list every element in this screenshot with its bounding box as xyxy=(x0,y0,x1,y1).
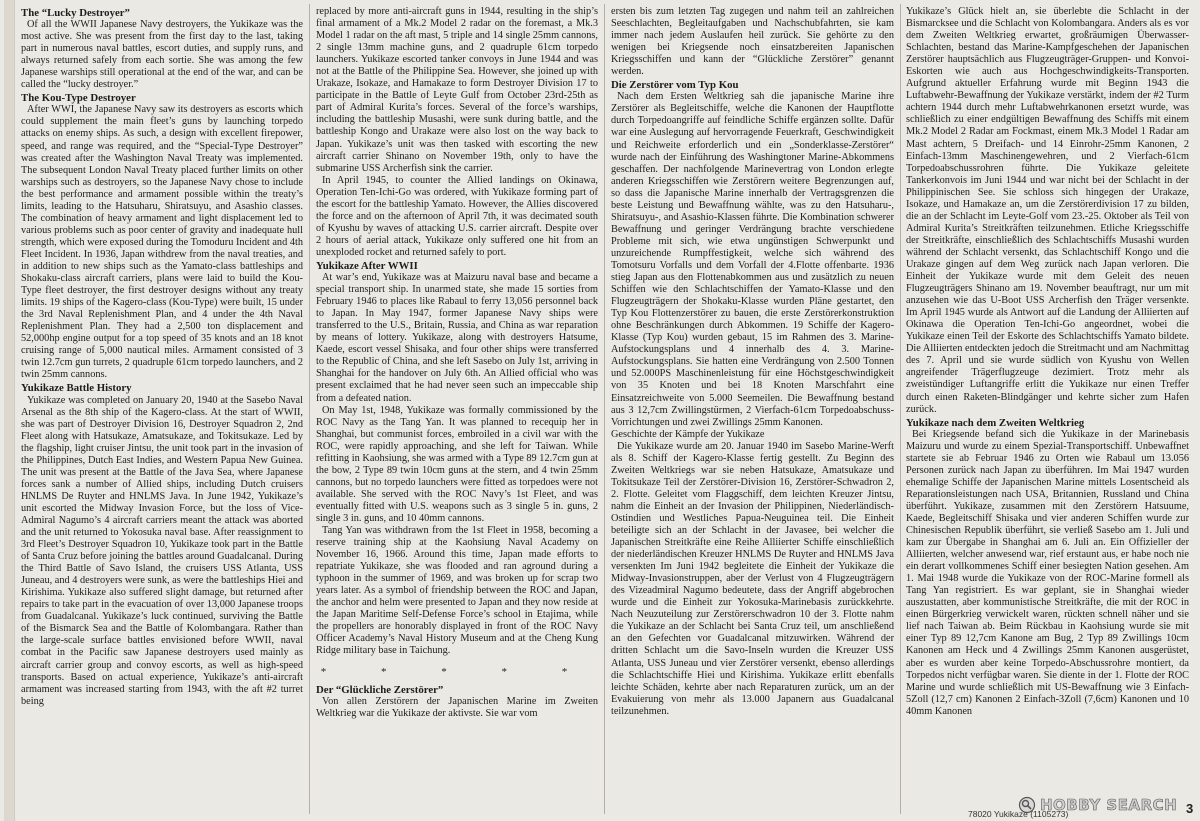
section-heading: The Kou-Type Destroyer xyxy=(21,92,136,105)
paragraph: Von allen Zerstörern der Japanischen Marine im Zweiten Weltkrieg war die Yukikaze der aktivste. Sie war vom xyxy=(316,695,598,719)
paragraph: replaced by more anti-aircraft guns in 1944, resulting in the ship’s final armament of a Mk.2 Model 2 radar on the foremast, a Mk.3 Model 1 radar on the aft mast, 5 triple and 14 single 25mm cannons, 2 single 13mm machine guns, and 2 quadruple 61cm torpedo launchers. Yukikaze escorted tanker convoys in June 1944 and was not at the Battle of the Philippine Sea. However, she joined up with Urakaze, Isokaze, and Hamakaze to form Destroyer Division 17 to participate in the Battle of Leyte Gulf from October 23rd-25th as part of Admiral Kurita’s forces. Several of the force’s warships, including the battleship Musashi, were sunk during battle, and the battleship Kongo and Urakaze were also lost on the way back to Japan. Yukikaze’s unit was then tasked with escorting the new aircraft carrier Shinano on November 19th, only to have the submarine USS Archerfish sink the carrier. xyxy=(316,6,598,174)
paragraph: Yukikaze’s Glück hielt an, sie überlebte die Schlacht in der Bismarcksee und die Schlacht von Kolombangara. Anders als es vor dem Zweiten Weltkrieg erwartet, großräumigen Überwasser-Schlachten, bestand das Marine-Kampfgeschehen der Japanischen Zerstörer hauptsächlich aus Flugzeugträger-Gruppen- und Konvoi-Eskorten wie auch aus Hochgeschwindigkeits-Transporten. Aufgrund aktueller Erfahrung wurde mit Beginn 1943 die Luftabwehr-Bewaffnung der Yukikaze verstärkt, indem der #2 Turm achtern 1944 durch mehr Luftabwehrkanonen ersetzt wurde, was schließlich zu einer endgültigen Bewaffnung des Schiffs mit einem Mk.2 Model 2 Radar am Fockmast, einem Mk.3 Model 1 Radar am Mast achtern, 5 Dreifach- und 14 Einrohr-25mm Kanonen, 2 Einfach-13mm Maschinengewehren, und 2 Vierfach-61cm Torpedoabschussrohren führte. Die Yukikaze geleitete Tankerkonvois im Juni 1944 und war nicht bei der Schlacht in der Philippinischen See. Sie schloss sich hingegen der Urakaze, Isokaze, und Hamakaze an, um die Zerstörerdivision 17 zu bilden, die an der Schlacht im Leyte-Golf vom 23.-25. Oktober als Teil von Admiral Kurita’s Streitkräften teilzunehmen. Etliche Kriegsschiffe der Streitkräfte, einschließlich des Schlachtschiffs Musashi wurden während der Schlacht versenkt, das Schlachtschiff Kongo und die Urakaze gingen auf dem Weg zurück nach Japan verloren. Die Einheit der Yukikaze wurde mit dem Geleit des neuen Flugzeugträgers Shinano am 19. November beauftragt, nur um mit anzusehen wie das U-Boot USS Archerfish den Träger versenkte. Im April 1945 wurde als Antwort auf die Landung der Alliierten auf Okinawa die Operation Ten-Ichi-Go angeordnet, wobei die Yukikaze einen Teil der Eskorte des Schlachtschiffs Yamato bildete. Die Alliierten entdeckten jedoch die Streitmacht und am Nachmittag des 7. April und sie wurde südlich von Kyushu von Wellen angreifender Trägerflugzeuge dezimiert. Trotz mehr als zweistündiger Luftangriffe erlitt die Yukikaze nur einen Treffer durch einen Raketen-Blindgänger und kehrte sicher zum Hafen zurück. xyxy=(906,6,1189,415)
section-heading: Die Zerstörer vom Typ Kou xyxy=(611,79,739,92)
section-separator: * * * * * xyxy=(320,665,594,678)
column-divider xyxy=(309,4,310,814)
column-divider xyxy=(604,4,605,814)
paragraph: In April 1945, to counter the Allied landings on Okinawa, Operation Ten-Ichi-Go was ordered, with Yukikaze forming part of the escort for the battleship Yamato. However, the Allies discovered the force and on the afternoon of April 7th, it was decimated south of Kyushu by waves of attacking U.S. carrier aircraft. Despite over 2 hours of aerial attack, Yukikaze only suffered one hit from an unexploded rocket and returned safely to port. xyxy=(316,174,598,258)
section-heading: Yukikaze After WWII xyxy=(316,259,418,272)
text-column-3 xyxy=(611,6,894,718)
text-column-4 xyxy=(906,6,1189,718)
paragraph: Of all the WWII Japanese Navy destroyers, the Yukikaze was the most active. She was present from the first day to the last, taking part in numerous naval battles, escort duties, and supply runs, and always returned safely from each sortie. She was among the few Japanese warships still operational at the end of the war, and can be called the “lucky destroyer.” xyxy=(21,19,303,91)
paragraph: ersten bis zum letzten Tag zugegen und nahm teil an zahlreichen Seeschlachten, Begleitaufgaben und Nachschubfahrten, sie kam immer nach jedem Auslaufen heil zurück. Sie gehörte zu den wenigen bei Kriegsende noch einsatzbereiten Japanischen Kriegsschiffen und kann der “Glückliche Zerstörer” genannt werden. xyxy=(611,6,894,78)
page-number: 3 xyxy=(1186,801,1194,816)
paragraph: Nach dem Ersten Weltkrieg sah die japanische Marine ihre Zerstörer als Begleitschiffe, welche die Kanonen der Hauptflotte durch Torpedoangriffe auf feindliche Schiffe ergänzen sollte. Dafür war eine Auslegung auf hervorragende Feuerkraft, Geschwindigkeit und Reichweite erforderlich und ein „Sonderklasse-Zerstörer“ wurde nach der Einführung des Washingtoner Marine-Abkommens geschaffen. Der nachfolgende Marinevertrag von London erlegte anderen Kriegsschiffen wie Zerstörern weitere Begrenzungen auf, so dass die Japanische Marine innerhalb der Vertragsgrenzen die beste Leistung und Bewaffnung wählte, was zu den Hatsuharu-, Shiratsuyu-, and Asashio-Klassen führte. Die Kombination schwerer Bewaffnung und geringer Verdrängung brachte verschiedene Probleme mit sich, wie etwa ungünstigen Schwerpunkt und unzureichende Rumpffestigkeit, welche sich während des Tomotsuru Vorfalls und dem Vorfall der 4.Flotte offenbarte. 1936 stieg Japan aus den Flottenabkommen aus und zusätzlich zu neuen Schiffen wie den Schlachtschiffen der Yamato-Klasse und den Flugzeugträgern der Shokaku-Klasse wurden Pläne gestartet, den Typ Kou Flottenzerstörer zu bauen, die erste Zerstörerkonstruktion ohne Beschränkungen durch Abkommen. 19 Schiffe der Kagero-Klasse (Typ Kou) wurden gebaut, 15 im Rahmen des 3. Marine-Aufstockungsplans und 4 innerhalb des 4. 3. Marine-Aufstockungsplans. Sie hatten eine Verdrängung von 2.500 Tonnen und 52.000PS Maschinenleistung für eine Höchstgeschwindigkeit von 35 Knoten und bei 18 Knoten Marschfahrt eine Einsatzreichweite von 5.000 Seemeilen. Die Bewaffnung bestand aus 3 12,7cm Zwillingstürmen, 2 Vierfach-61cm Torpedoabschuss-Vorrichtungen und zwei Zwillings 25mm Kanonen. xyxy=(611,91,894,428)
watermark: HOBBY SEARCH xyxy=(1040,796,1178,814)
paragraph: At war’s end, Yukikaze was at Maizuru naval base and became a special transport ship. In unarmed state, she made 15 sorties from February 1946 to places like Rabaul to ferry 13,056 personnel back to Japan. In May 1947, former Japanese Navy ships were transferred to the U.S., Britain, Russia, and China as war reparation by means of lottery. Yukikaze, along with destroyers Hatsume, Kaede, escort vessel Shisaka, and four other ships were transferred to the Republic of China, and she left Sasebo on July 1st, arriving in Shanghai for the handover on July 6th. An Allied official who was present exclaimed that he had never seen such an impeccable ship from a defeated nation. xyxy=(316,272,598,404)
footer-product-code: 78020 Yukikaze (1105273) xyxy=(968,809,1069,819)
paragraph: Die Yukikaze wurde am 20. Januar 1940 im Sasebo Marine-Werft als 8. Schiff der Kagero-Klasse fertig gestellt. Zu Beginn des Zweiten Weltkriegs war sie neben Hatsukaze, Amatsukaze und Tokitsukaze Teil der Zerstörer-Division 16, Zerstörer-Schwadron 2, 2. Flotte. Geleitet vom Flaggschiff, dem leichten Kreuzer Jintsu, nahm die Einheit an der Invasion der Philippinen, Niederländisch-Ostindien und Westliches Papua-Neuguinea teil. Die Einheit beteiligte sich an der Schlacht in der Javasee, bei welcher die Japanischen Streitkräfte eine Reihe Alliierter Schiffe einschließlich der niederländischen Kreuzer HNLMS De Ruyter and HNLMS Java versenkten Im Juni 1942 begleitete die Einheit der Yukikaze die Midway-Invasionstruppen, aber der Verlust von 4 Flugzeugträgern des Vizeadmiral Nagumo bedeutete, dass der Angriff abgebrochen wurde und die Einheit zur Yokosuka-Marinebasis zurückkehrte. Nach Neuzuteilung zur Zerstörerschwadron 10 der 3. Flotte nahm die Yukikaze an der Schlacht bei Santa Cruz teil, um anschließend an den Gefechten vor Guadalcanal mitzuwirken. Während der dritten Schlacht um die Savo-Inseln wurden die Kreuzer USS Atlanta, USS Juneau und vier Zerstörer versenkt, ebenso allerdings die Schlachtschiffe Hiei und Kirishima. Yukikaze erlitt ebenfalls leichte Schäden, kehrte aber nach Reparaturen zurück, um an der Evakuierung von mehr als 13.000 Japanern aus Guadalcanal teilzunehmen. xyxy=(611,440,894,717)
text-column-1 xyxy=(21,6,303,708)
text-column-2 xyxy=(316,6,598,720)
paragraph: Geschichte der Kämpfe der Yukikaze xyxy=(611,428,765,440)
section-heading: The “Lucky Destroyer” xyxy=(21,7,130,19)
paragraph: On May 1st, 1948, Yukikaze was formally commissioned by the ROC Navy as the Tang Yan. It was planned to recequip her in Shanghai, but communist forces, embroiled in a civil war with the ROC, were rapidly approaching, and she left for Taiwan. While refitting in Kaohsiung, she was armed with a Type 89 12.7cm gun at the bow, 2 Type 89 twin 10cm guns at the stern, and 4 twin 25mm cannons, but no torpedo launchers were fitted as torpedoes were not available. She served with the ROC Navy’s 1st Fleet, and was eventually fitted with U.S. weapons such as 3 single 5 in. guns, 2 single 3 in. guns, and 10 40mm cannons. xyxy=(316,404,598,524)
section-heading: Yukikaze Battle History xyxy=(21,382,132,395)
column-divider xyxy=(900,4,901,814)
paragraph: Yukikaze was completed on January 20, 1940 at the Sasebo Naval Arsenal as the 8th ship of the Kagero-class. At the start of WWII, she was part of Destroyer Division 16, Destroyer Squadron 2, 2nd Fleet along with Hatsukaze, Amatsukaze, and Tokitsukaze. Led by the flagship, light cruiser Jintsu, the unit took part in the invasion of the Philippines, Dutch East Indies, and Western Papua New Guinea. The unit was present at the Battle of the Java Sea, where Japanese forces sank a number of Allied ships, including Dutch cruisers HNLMS De Ruyter and HNLMS Java. In June 1942, Yukikaze’s unit escorted the Midway Invasion Force, but the loss of Vice-Admiral Nagumo’s 4 aircraft carriers meant the attack was aborted and the unit returned to Yokosuka naval base. After reassignment to 3rd Fleet’s Destroyer Squadron 10, Yukikaze took part in the Battle of Santa Cruz before joining the battles around Guadalcanal. During the Third Battle of Savo Island, the cruisers USS Atlanta, USS Juneau, and 4 destroyers were sunk, as were the battleships Hiei and Kirishima. Yukikaze also suffered slight damage, but returned after repairs to take part in the evacuation of over 13,000 Japanese troops from Guadalcanal. Yukikaze’s luck continued, surviving the Battle of the Bismarck Sea and the Battle of Kolombangara. Rather than the large-scale surface battles envisioned before WWII, naval combat in the Pacific saw Japanese destroyers used mainly as aircraft carrier group and convoy escorts, as well as high-speed transports. Based on actual experience, Yukikaze’s anti-aircraft armament was increased starting from 1943, with the aft #2 turret being xyxy=(21,394,303,707)
section-heading: Der “Glückliche Zerstörer” xyxy=(316,683,444,696)
section-heading: Yukikaze nach dem Zweiten Weltkrieg xyxy=(906,416,1085,429)
page-edge xyxy=(4,0,15,821)
paragraph: After WWI, the Japanese Navy saw its destroyers as escorts which could supplement the main fleet’s guns by launching torpedo attacks on enemy ships. As such, a design with excellent firepower, speed, and range was required, and the “Special-Type Destroyer” was created after the Washington Naval Treaty was implemented. The subsequent London Naval Treaty placed further limits on other warships such as destroyers, so the Japanese Navy chose to include the best performance and armament possible within the treaty’s limits, leading to the Hatsuharu, Shiratsuyu, and Asashio classes. The combination of heavy armament and light displacement led to various problems such as poor center of gravity and inadequate hull strength, which were exposed during the Tomoduru Incident and 4th Fleet Incident. In 1936, Japan withdrew from the naval treaties, and in addition to new ships such as the Yamato-class battleships and Shokaku-class aircraft carriers, plans were laid to build the Kou-Type fleet destroyer, the first destroyer designs without any treaty limits. 19 ships of the Kagero-class (Kou-Type) were built, 15 under the 3rd Naval Replenishment Plan, and 4 under the 4th Naval Replenishment Plan. They had a 2,500 ton displacement and 52,000hp engine output for a top speed of 35 knots and an 18 knot cruising range of 5,000 nautical miles. Armament consisted of 3 twin 12.7cm gun turrets, 2 quadruple 61cm torpedo launchers, and 2 twin 25mm cannons. xyxy=(21,104,303,381)
paragraph: Bei Kriegsende befand sich die Yukikaze in der Marinebasis Maizuru und wurde zu einem Spezial-Transportschiff. Unbewaffnet startete sie ab Februar 1946 zu Orten wie Rabaul um 13.056 Personen zurück nach Japan zu überführen. Im Mai 1947 wurden ehemalige Schiffe der Japanischen Marine mittels Losentscheid als Reparationsleistungen nach USA, Britannien, Russland und China überführt. Yukikaze, zusammen mit den Zerstörern Hatsuume, Kaede, Begleitschiff Shisaka und vier anderen Schiffen wurde zur Chinesischen Republik überführt, sie verließ Sasebo am 1. Juli und kam zur Übergabe in Shanghai am 6. Juli an. Ein Offizieller der Alliierten, welcher anwesend war, rief erstaunt aus, er habe noch nie ein derart vollkommenes Schiff einer besiegten Nation gesehen. Am 1. Mai 1948 wurde die Yukikaze von der ROC-Marine formell als Tang Yan registriert. Es war geplant, sie in Shanghai wieder auszustatten, aber kommunistische Streitkräfte, die mit der ROC in einen Bürgerkrieg verwickelt waren, rückten schnell näher und sie lief nach Taiwan ab. Beim Rückbau in Kaohsiung wurde sie mit einer Typ 89 12,7cm Kanone am Bug, 2 Typ 89 Zwillings 10cm Kanonen am Heck und 4 Zwillings 25mm Kanonen ausgerüstet, aber es wurden aber keine Torpedo-Abschussrohre montiert, da Torpedos nicht verfügbar waren. Sie diente in der 1. Flotte der ROC Marine und wurde schließlich mit US-Bewaffnung wie 3 Einfach-5Zoll (12,7 cm) Kanonen 2 Einfach-3Zoll (7,6cm) Kanonen und 10 40mm Kanonen xyxy=(906,428,1189,717)
paragraph: Tang Yan was withdrawn from the 1st Fleet in 1958, becoming a reserve training ship at the Kaohsiung Naval Academy on November 16, 1966. Around this time, Japan made efforts to repatriate Yukikaze, she was flooded and ran aground during a typhoon in the summer of 1969, and was broken up for scrap two years later. As a symbol of friendship between the ROC and Japan, the anchor and helm were presented to Japan and they now reside at the Japan Maritime Self-Defense Force’s school in Etajima, while the propellers are honorably displayed in front of the ROC Navy Officer Academy’s Naval History Museum and at the Cheng Kung Ridge military base in Taichung. xyxy=(316,525,598,657)
